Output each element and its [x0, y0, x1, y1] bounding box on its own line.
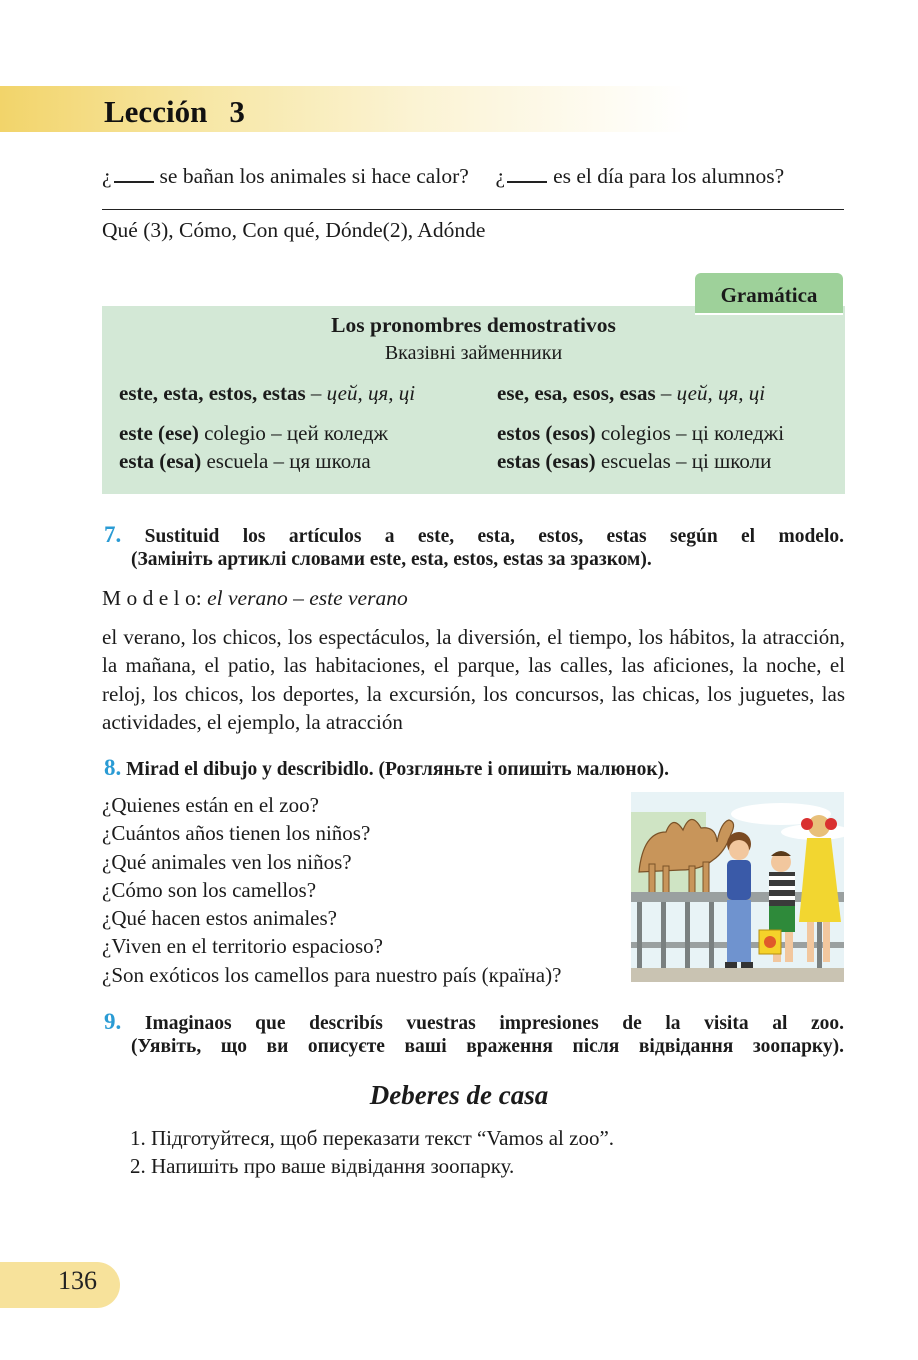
grammar-row2-left [119, 421, 388, 446]
grammar-row3-left-rest: escuela – ця школа [201, 449, 371, 473]
grammar-tab: Gramática [695, 273, 843, 315]
grammar-row1-right [497, 381, 765, 406]
grammar-row3-right-bold: estas (esas) [497, 449, 596, 473]
grammar-title: Los pronombres demostrativos [331, 313, 616, 337]
list-item: ¿Qué animales ven los niños? [102, 849, 352, 874]
grammar-row3-right-rest: escuelas – ці школи [595, 449, 772, 473]
grammar-row1-left [119, 381, 415, 406]
q2-text: es el día para los alumnos? [553, 164, 785, 188]
list-item: ¿Quienes están en el zoo? [102, 793, 319, 817]
ex7-model-label: M o d e l o: [102, 586, 202, 610]
grammar-row3-left [119, 449, 371, 474]
zoo-illustration [631, 792, 844, 982]
grammar-row2-right [497, 421, 784, 446]
list-item: ¿Viven en el territorio espacioso? [102, 934, 383, 959]
ex7-instruction: Sustituid los artículos a este, esta, estos, estas según el modelo. [144, 526, 844, 547]
ex7-number: 7. [104, 522, 122, 547]
ex9-line1 [104, 1009, 844, 1036]
fill-in-questions [102, 163, 784, 189]
ex8-instruction: Mirad el dibujo y describidlo. (Розгляньте і опишіть малюнок). [126, 759, 669, 780]
grammar-row1-left-bold: este, esta, estos, estas [119, 381, 306, 405]
ex7-word-list: el verano, los chicos, los espectáculos, la diversión, el tiempo, los hábitos, la atracción, la mañana, el patio, las habitaciones, el parque, las calles, las aficiones, la noche, el reloj, los chicos, los deportes, la excursión, los concursos, las chicas, los juguetes, las actividades, el ejemplo, la atracción [102, 625, 845, 734]
ex9-line2: (Уявіть, що ви описуєте ваші враження після відвідання зоопарку). [131, 1036, 844, 1057]
q1-prefix: ¿ [102, 164, 112, 188]
lesson-title [104, 94, 245, 130]
list-item: ¿Cómo son los camellos? [102, 877, 317, 902]
list-item: ¿Qué hacen estos animales? [102, 906, 337, 931]
ex7-model-text: el verano – este verano [207, 586, 408, 610]
lesson-label: Lección [104, 94, 208, 129]
ex7-line2: (Замініть артиклі словами este, esta, estos, estas за зразком). [131, 549, 652, 570]
grammar-row2-right-rest: colegios – ці коледжі [595, 421, 785, 445]
q2-prefix: ¿ [495, 164, 506, 188]
grammar-row1-right-bold: ese, esa, esos, esas [497, 381, 656, 405]
grammar-row3-left-bold: esta (esa) [119, 449, 202, 473]
ex8-questions [102, 791, 561, 989]
grammar-row1-right-rest: – цей, ця, ці [655, 381, 766, 405]
grammar-row1-left-rest: – цей, ця, ці [305, 381, 416, 405]
list-item: ¿Son exóticos los camellos para nuestro país (країна)? [102, 962, 562, 987]
page-number: 136 [58, 1266, 97, 1295]
grammar-row2-right-bold: estos (esos) [497, 421, 596, 445]
homework-item: 1. Підготуйтеся, щоб переказати текст “Vamos al zoo”. [130, 1126, 615, 1150]
q2-blank [507, 163, 547, 183]
zoo-illustration-svg [631, 792, 844, 982]
grammar-subtitle: Вказівні займенники [384, 342, 563, 364]
ex7-model [102, 586, 408, 611]
q1-blank [114, 163, 154, 183]
grammar-row2-left-rest: colegio – цей коледж [198, 421, 389, 445]
word-bank: Qué (3), Cómo, Con qué, Dónde(2), Adónde [102, 218, 486, 242]
ex7-line1 [104, 522, 844, 549]
divider-rule [102, 209, 844, 210]
ex9-number: 9. [104, 1009, 122, 1034]
ex9-instruction: Imaginaos que describís vuestras impresiones de la visita al zoo. [144, 1013, 845, 1034]
list-item: ¿Cuántos años tienen los niños? [102, 821, 371, 846]
grammar-row3-right [497, 449, 771, 474]
ex8-number: 8. [104, 755, 122, 780]
homework-title: Deberes de casa [369, 1080, 549, 1110]
ex8-line [104, 755, 844, 782]
grammar-row2-left-bold: este (ese) [119, 421, 199, 445]
lesson-number: 3 [229, 94, 245, 129]
q1-text: se bañan los animales si hace calor? [159, 164, 469, 188]
homework-item: 2. Напишіть про ваше відвідання зоопарку. [130, 1154, 515, 1178]
